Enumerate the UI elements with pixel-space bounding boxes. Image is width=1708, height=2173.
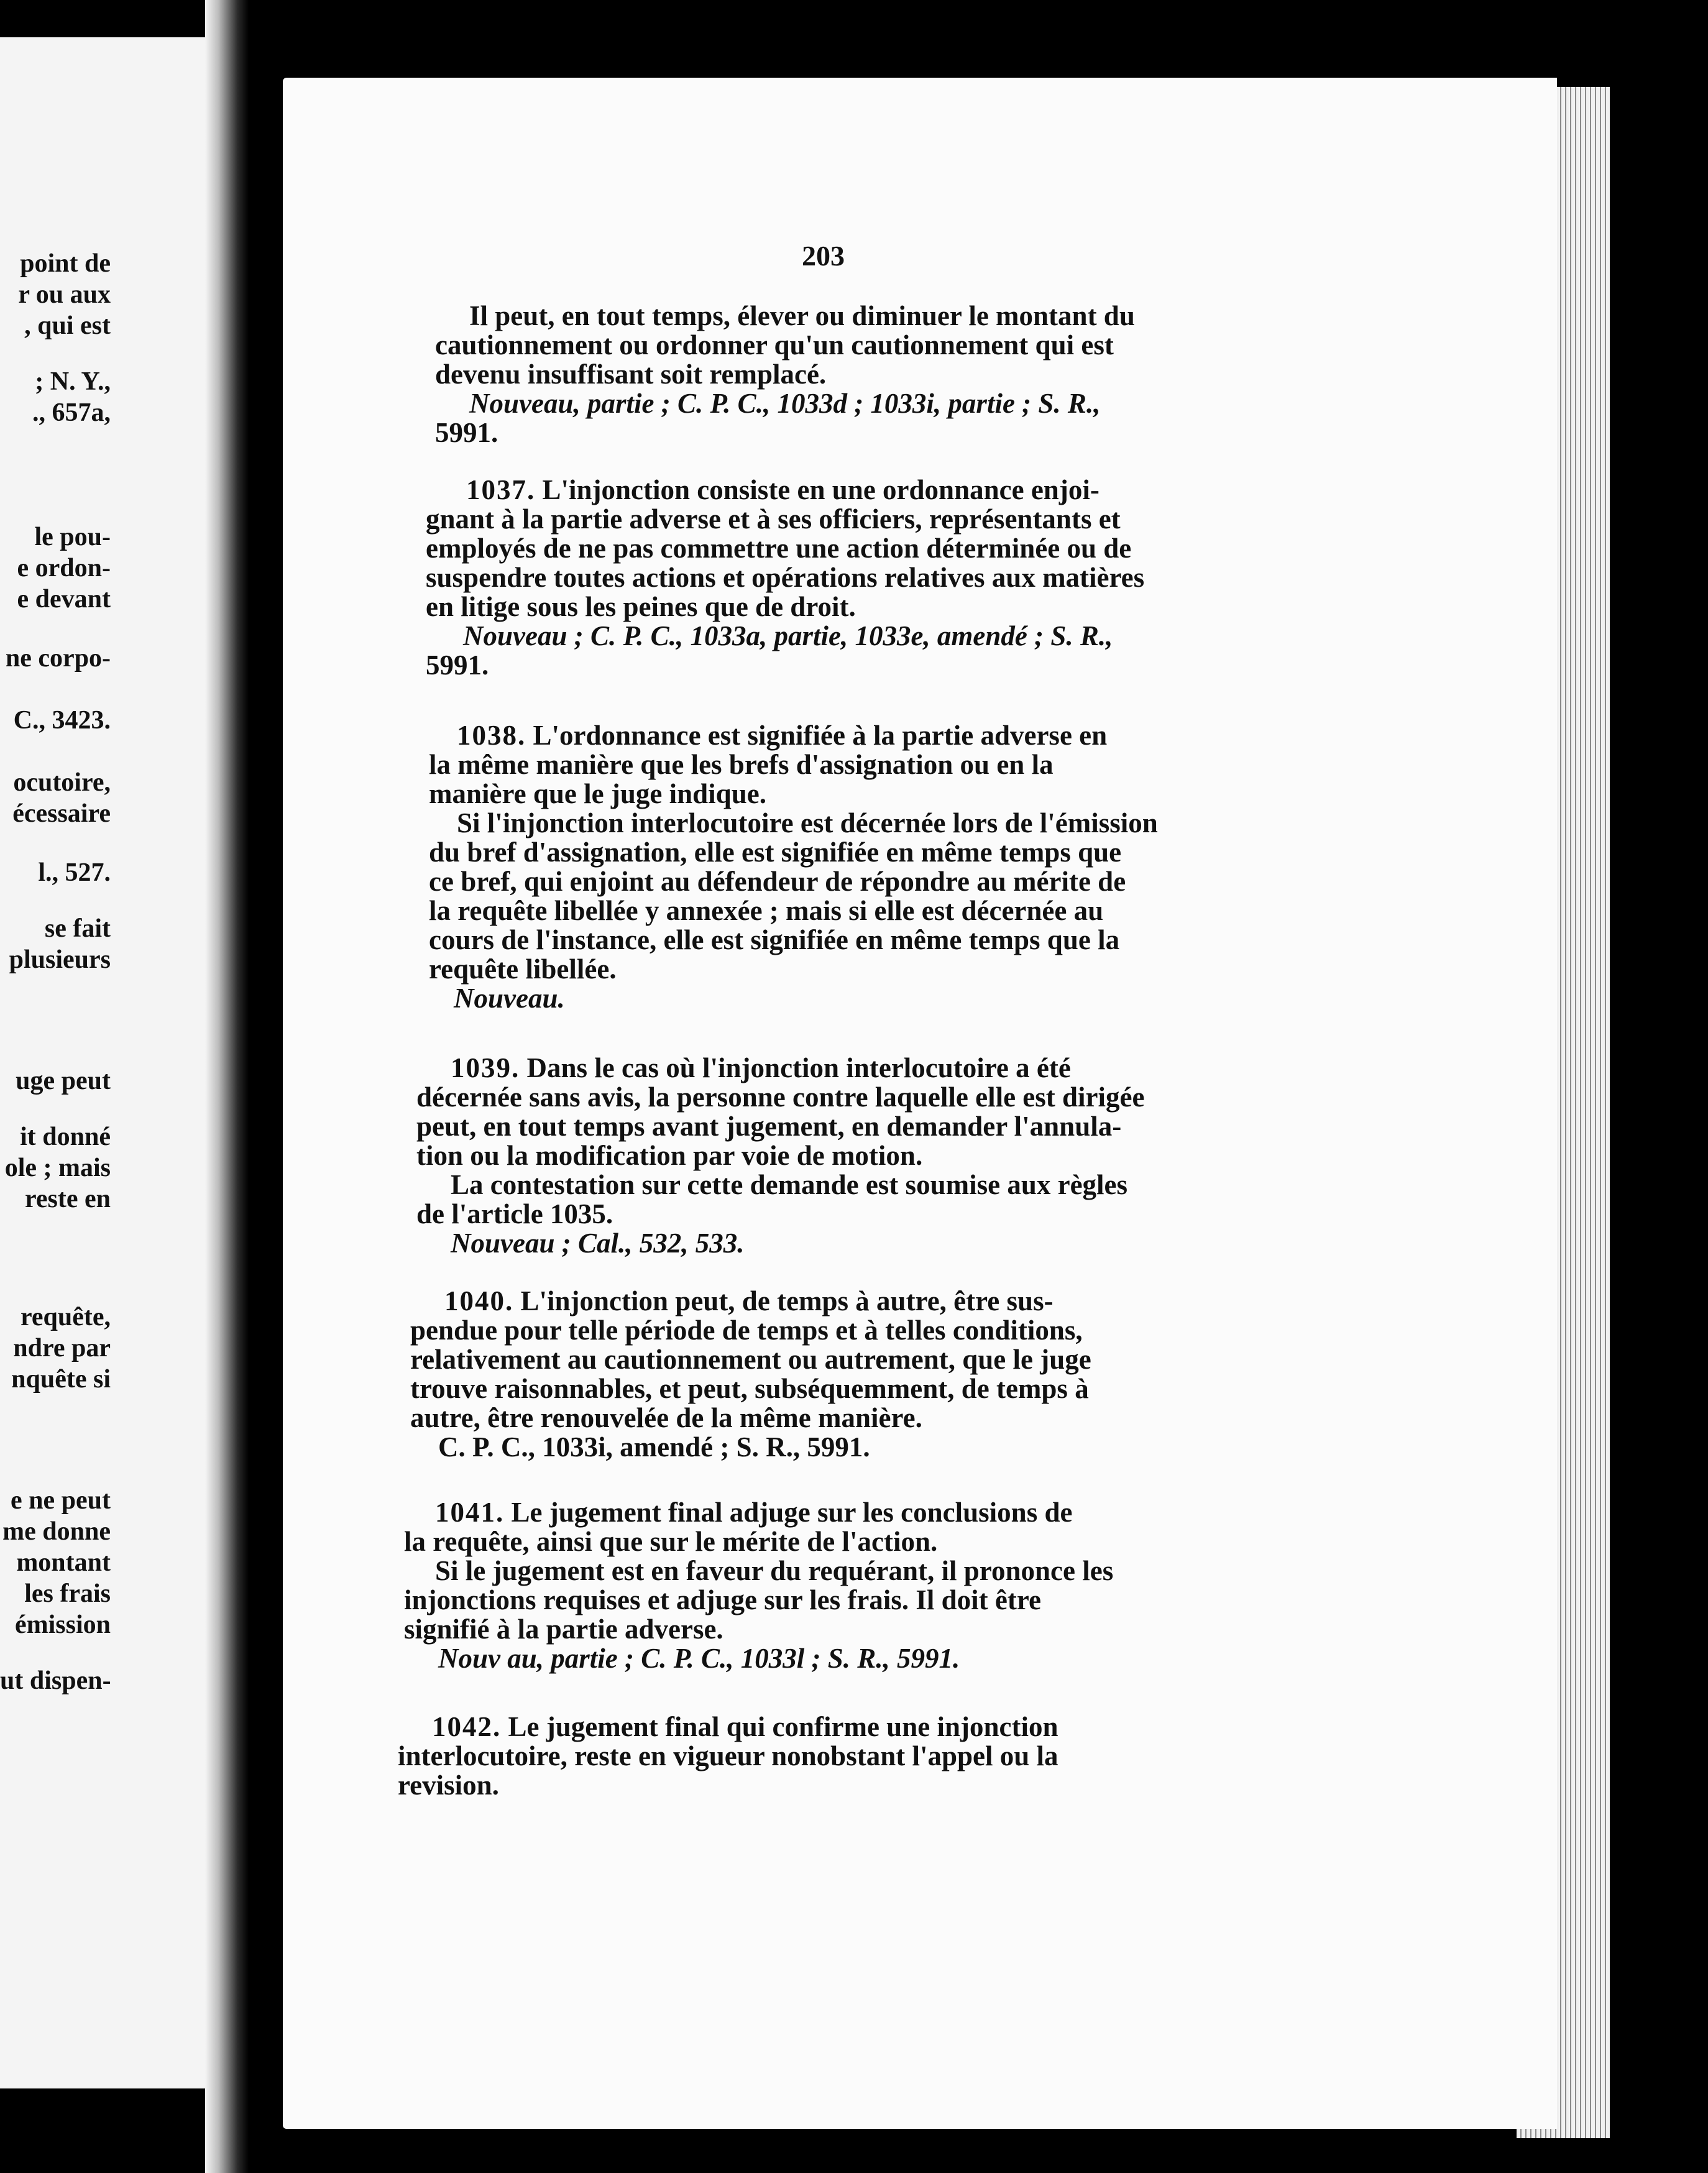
left-page-line: , qui est: [24, 311, 111, 340]
text-line: L'injonction consiste en une ordonnance enjoi-: [542, 474, 1100, 505]
article-1042: [398, 1712, 1181, 1800]
citation: Nouveau ; Cal., 532, 533.: [451, 1228, 745, 1259]
left-page-line: it donné: [20, 1123, 111, 1151]
citation: Nouveau.: [454, 983, 565, 1014]
citation: 5991.: [435, 417, 498, 448]
text-line: tion ou la modification par voie de motion.: [416, 1140, 923, 1171]
left-page-line: montant: [16, 1548, 111, 1577]
article-1038: [429, 721, 1212, 1013]
text-line: en litige sous les peines que de droit.: [426, 591, 856, 622]
text-line: L'ordonnance est signifiée à la partie adverse en: [533, 720, 1108, 751]
left-page-line: le pou-: [34, 523, 111, 551]
text-line: ce bref, qui enjoint au défendeur de répondre au mérite de: [429, 866, 1126, 897]
left-page-line: r ou aux: [18, 280, 111, 309]
article-1039: [416, 1054, 1200, 1258]
left-page-line: me donne: [2, 1517, 111, 1546]
page-number: 203: [802, 240, 845, 272]
left-page-line: ole ; mais: [4, 1154, 111, 1182]
text-line: requête libellée.: [429, 953, 617, 985]
left-page-line: ndre par: [13, 1334, 111, 1362]
text-line: pendue pour telle période de temps et à telles conditions,: [410, 1315, 1083, 1346]
text-line: relativement au cautionnement ou autrement, que le juge: [410, 1344, 1091, 1375]
left-page-line: ut dispen-: [0, 1666, 111, 1695]
left-page-line: se fait: [44, 914, 111, 943]
text-line: cautionnement ou ordonner qu'un cautionnement qui est: [435, 329, 1114, 361]
left-page-line: écessaire: [12, 799, 111, 828]
left-page-line: e ne peut: [11, 1486, 111, 1515]
text-line: gnant à la partie adverse et à ses officiers, représentants et: [426, 503, 1121, 535]
article-1037: [426, 475, 1212, 680]
text-line: employés de ne pas commettre une action déterminée ou de: [426, 533, 1132, 564]
text-line: Si l'injonction interlocutoire est décernée lors de l'émission: [457, 807, 1158, 838]
left-page-line: requête,: [20, 1303, 111, 1331]
left-page-line: point de: [20, 249, 111, 278]
text-line: L'injonction peut, de temps à autre, être sus-: [520, 1285, 1054, 1316]
left-page-line: e ordon-: [17, 554, 111, 582]
article-number: 1040.: [444, 1285, 514, 1316]
text-line: trouve raisonnables, et peut, subséquemment, de temps à: [410, 1373, 1089, 1404]
left-page-line: l., 527.: [38, 858, 111, 887]
article-1040: [410, 1287, 1193, 1462]
text-line: cours de l'instance, elle est signifiée en même temps que la: [429, 924, 1120, 955]
text-line: la même manière que les brefs d'assignation ou en la: [429, 749, 1054, 780]
text-line: devenu insuffisant soit remplacé.: [435, 359, 827, 390]
left-page-line: nquête si: [11, 1365, 111, 1394]
citation: Nouveau, partie ; C. P. C., 1033d ; 1033i, partie ; S. R.,: [469, 388, 1101, 419]
citation: Nouveau ; C. P. C., 1033a, partie, 1033e, amendé ; S. R.,: [463, 620, 1113, 651]
left-page-line: e devant: [17, 585, 111, 613]
text-line: du bref d'assignation, elle est signifiée en même temps que: [429, 837, 1122, 868]
text-line: Le jugement final adjuge sur les conclusions de: [511, 1497, 1073, 1528]
left-page-line: ocutoire,: [13, 768, 111, 797]
article-number: 1042.: [432, 1711, 502, 1742]
paragraph-1036-continuation: [435, 301, 1215, 448]
article-1041: [404, 1498, 1187, 1673]
text-line: de l'article 1035.: [416, 1198, 613, 1229]
text-line: suspendre toutes actions et opérations relatives aux matières: [426, 562, 1145, 593]
text-line: autre, être renouvelée de la même manière.: [410, 1402, 922, 1433]
citation: 5991.: [426, 650, 489, 681]
text-line: Il peut, en tout temps, élever ou diminuer le montant du: [469, 300, 1135, 331]
left-page-line: les frais: [24, 1579, 111, 1608]
left-facing-page: [0, 37, 230, 2088]
left-page-line: ., 657a,: [32, 398, 111, 427]
text-line: la requête libellée y annexée ; mais si elle est décernée au: [429, 895, 1104, 926]
text-line: signifié à la partie adverse.: [404, 1614, 723, 1645]
book-gutter: [205, 0, 249, 2173]
text-line: Le jugement final qui confirme une injonction: [508, 1711, 1058, 1742]
citation: C. P. C., 1033i, amendé ; S. R., 5991.: [438, 1431, 870, 1463]
left-page-line: plusieurs: [9, 945, 111, 974]
left-page-line: ne corpo-: [5, 644, 111, 673]
text-line: Si le jugement est en faveur du requérant, il prononce les: [435, 1555, 1114, 1586]
text-line: La contestation sur cette demande est soumise aux règles: [451, 1169, 1128, 1200]
left-page-line: C., 3423.: [13, 706, 111, 735]
article-number: 1037.: [466, 474, 536, 505]
text-line: revision.: [398, 1770, 499, 1801]
left-page-line: émission: [14, 1610, 111, 1639]
text-line: manière que le juge indique.: [429, 778, 766, 809]
text-line: Dans le cas où l'injonction interlocutoire a été: [526, 1052, 1071, 1083]
text-line: interlocutoire, reste en vigueur nonobstant l'appel ou la: [398, 1740, 1058, 1771]
left-page-line: uge peut: [16, 1067, 111, 1095]
text-line: la requête, ainsi que sur le mérite de l'action.: [404, 1526, 938, 1557]
text-line: peut, en tout temps avant jugement, en demander l'annula-: [416, 1111, 1122, 1142]
article-number: 1039.: [451, 1052, 520, 1083]
article-number: 1041.: [435, 1497, 505, 1528]
left-page-line: reste en: [25, 1185, 111, 1213]
left-page-line: ; N. Y.,: [35, 367, 111, 396]
text-line: décernée sans avis, la personne contre laquelle elle est dirigée: [416, 1082, 1145, 1113]
citation: Nouv au, partie ; C. P. C., 1033l ; S. R., 5991.: [438, 1643, 960, 1674]
text-line: injonctions requises et adjuge sur les frais. Il doit être: [404, 1584, 1041, 1615]
article-number: 1038.: [457, 720, 526, 751]
